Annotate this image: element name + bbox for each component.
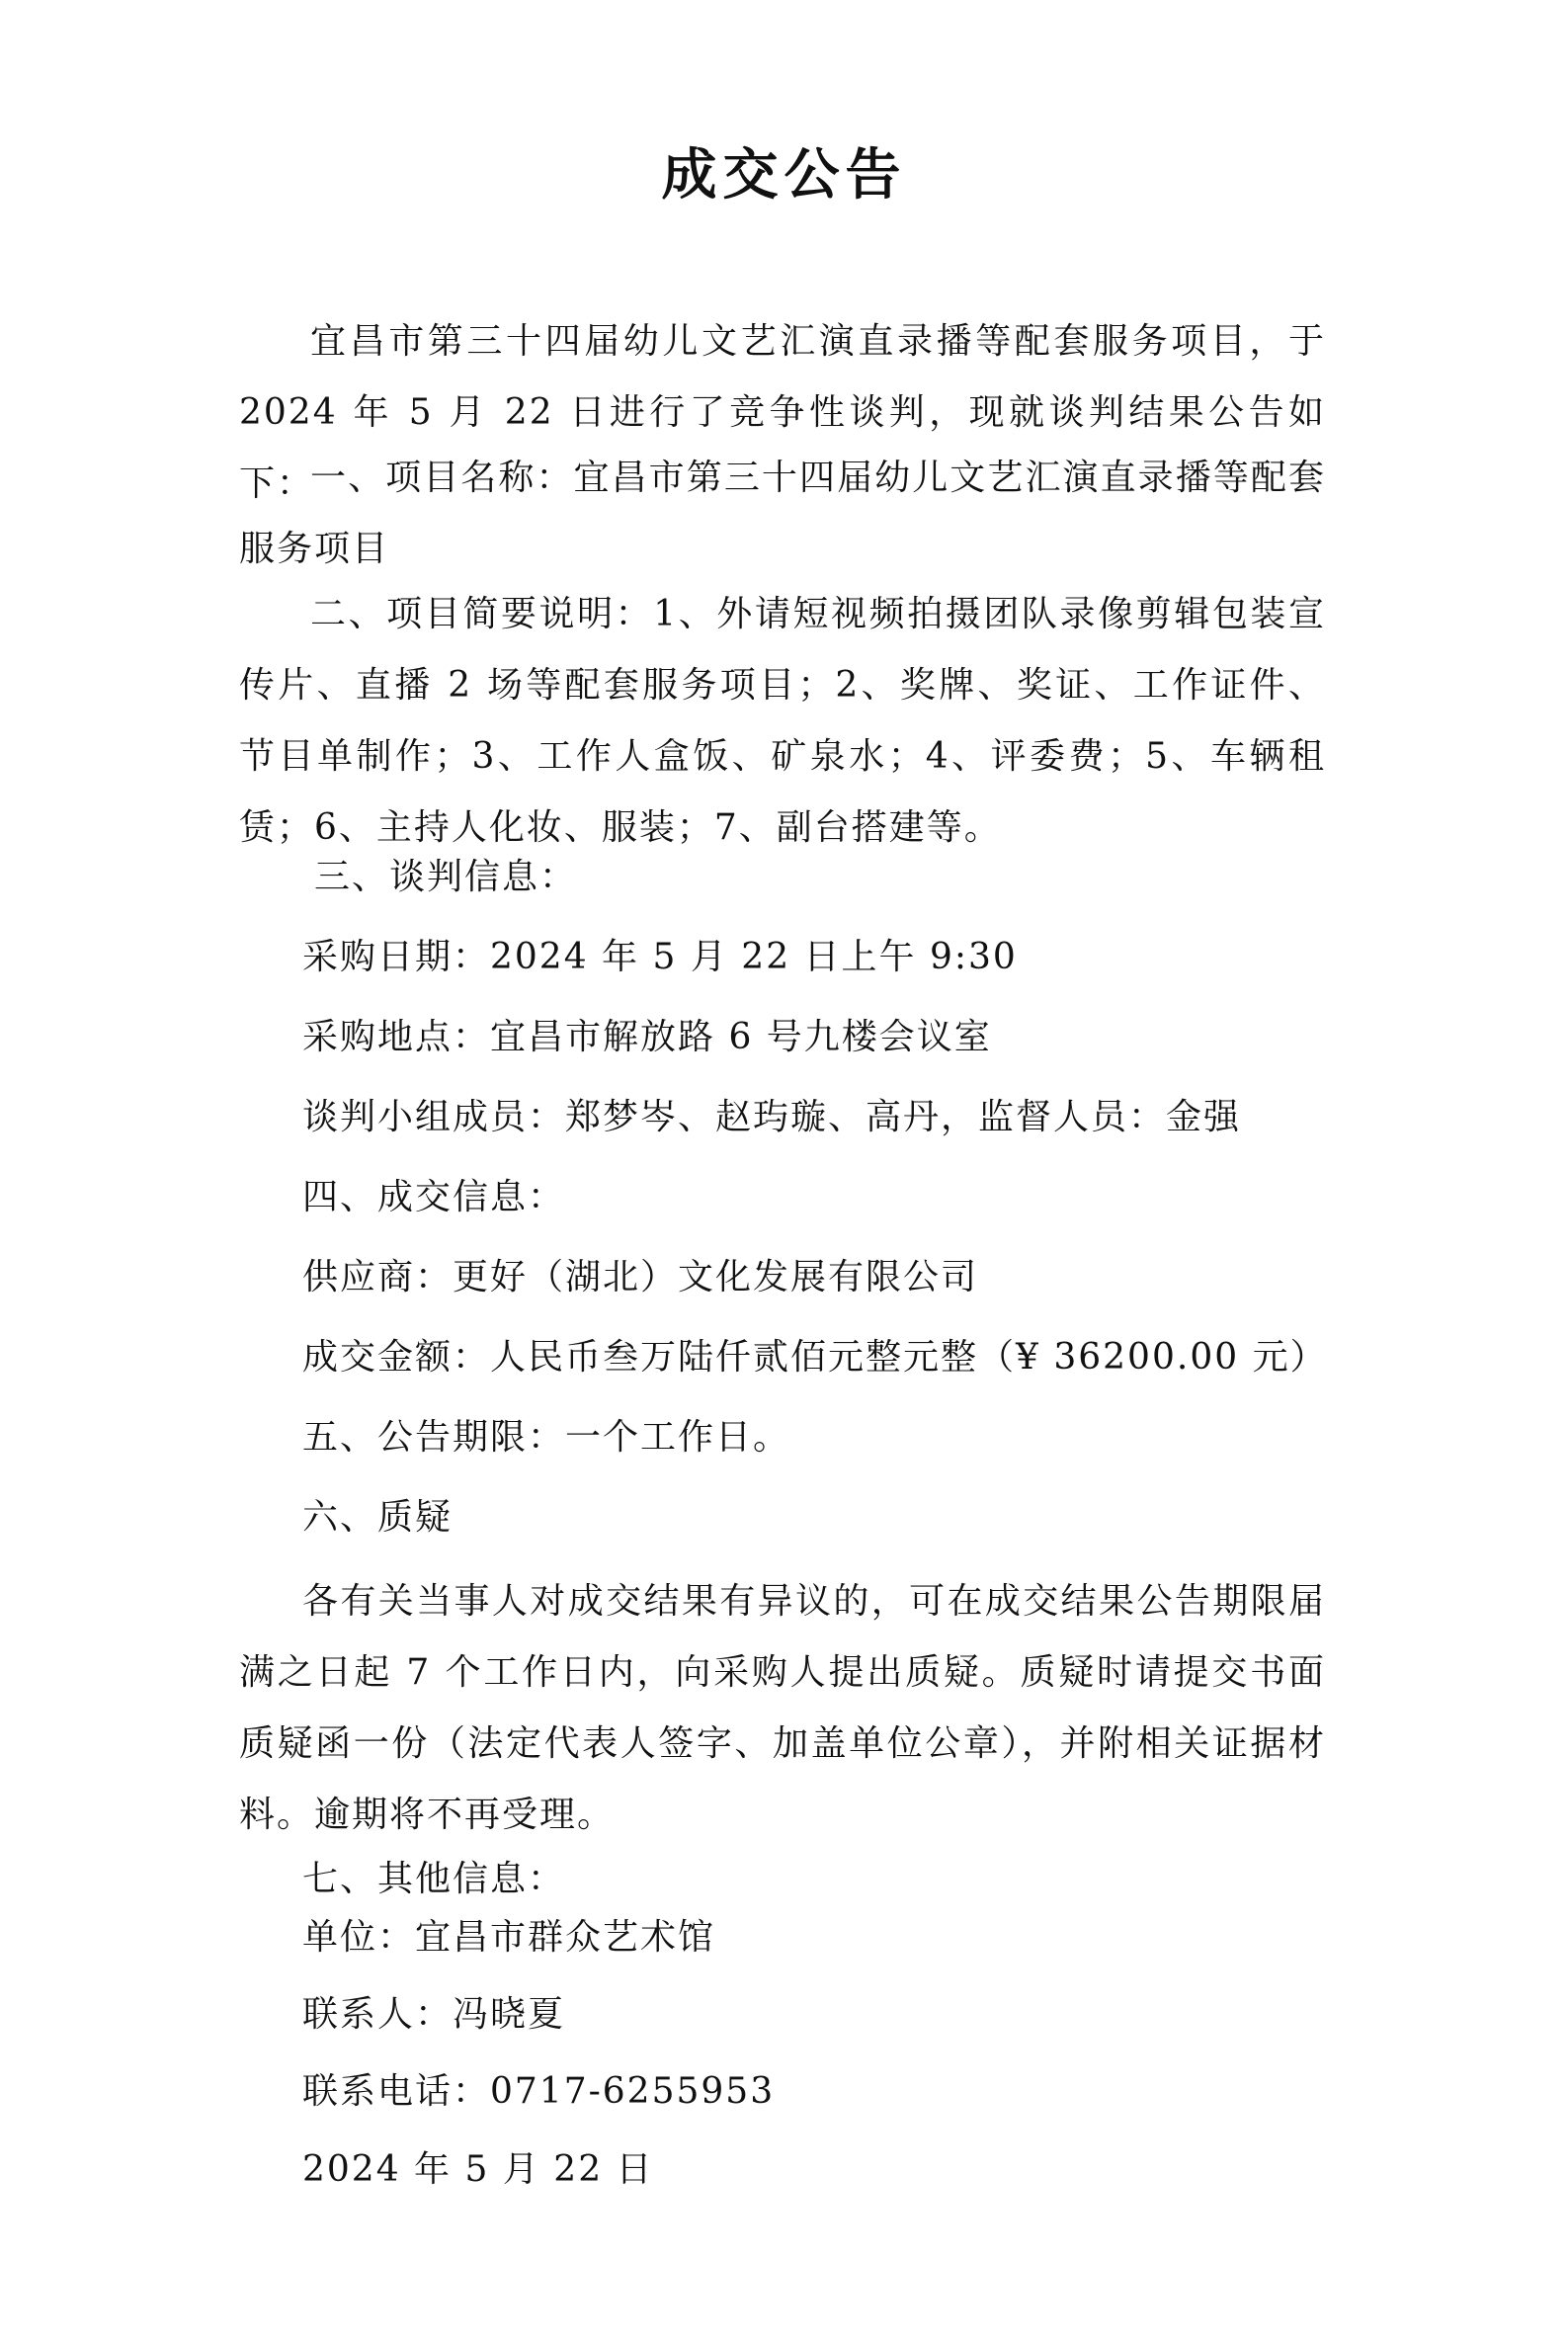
project-name-paragraph: 一、项目名称：宜昌市第三十四届幼儿文艺汇演直录播等配套服务项目 — [239, 458, 1326, 569]
organization-unit: 单位：宜昌市群众艺术馆 — [302, 1917, 716, 1958]
project-summary-paragraph: 二、项目简要说明：1、外请短视频拍摄团队录像剪辑包装宣传片、直播 2 场等配套服务项目；2、奖牌、奖证、工作证件、节目单制作；3、工作人盒饭、矿泉水；4、评委费；5、车辆租赁；6、主持人化妆、服装；7、副台搭建等。 — [239, 594, 1326, 848]
query-heading: 六、质疑 — [302, 1497, 454, 1538]
deal-amount: 成交金额：人民币叁万陆仟贰佰元整元整（¥ 36200.00 元） — [302, 1337, 1328, 1378]
document-date: 2024 年 5 月 22 日 — [302, 2149, 654, 2190]
purchase-date: 采购日期：2024 年 5 月 22 日上午 9:30 — [302, 937, 1018, 977]
intro-paragraph: 宜昌市第三十四届幼儿文艺汇演直录播等配套服务项目，于 2024 年 5 月 22 日进行了竞争性谈判，现就谈判结果公告如下： — [239, 321, 1326, 504]
notice-period: 五、公告期限：一个工作日。 — [302, 1417, 791, 1458]
purchase-location: 采购地点：宜昌市解放路 6 号九楼会议室 — [302, 1017, 992, 1057]
query-paragraph: 各有关当事人对成交结果有异议的，可在成交结果公告期限届满之日起 7 个工作日内，向采购人提出质疑。质疑时请提交书面质疑函一份（法定代表人签字、加盖单位公章），并附相关证据材料。逾期将不再受理。 — [239, 1581, 1326, 1835]
deal-heading: 四、成交信息： — [302, 1177, 566, 1217]
supplier: 供应商：更好（湖北）文化发展有限公司 — [302, 1257, 979, 1297]
page-title: 成交公告 — [661, 143, 907, 208]
negotiation-heading: 三、谈判信息： — [314, 857, 578, 897]
contact-phone: 联系电话：0717-6255953 — [302, 2071, 776, 2112]
negotiation-members: 谈判小组成员：郑梦岑、赵玙璇、高丹，监督人员：金强 — [302, 1097, 1242, 1137]
other-info-heading: 七、其他信息： — [302, 1859, 566, 1899]
contact-person: 联系人：冯晓夏 — [302, 1994, 566, 2035]
